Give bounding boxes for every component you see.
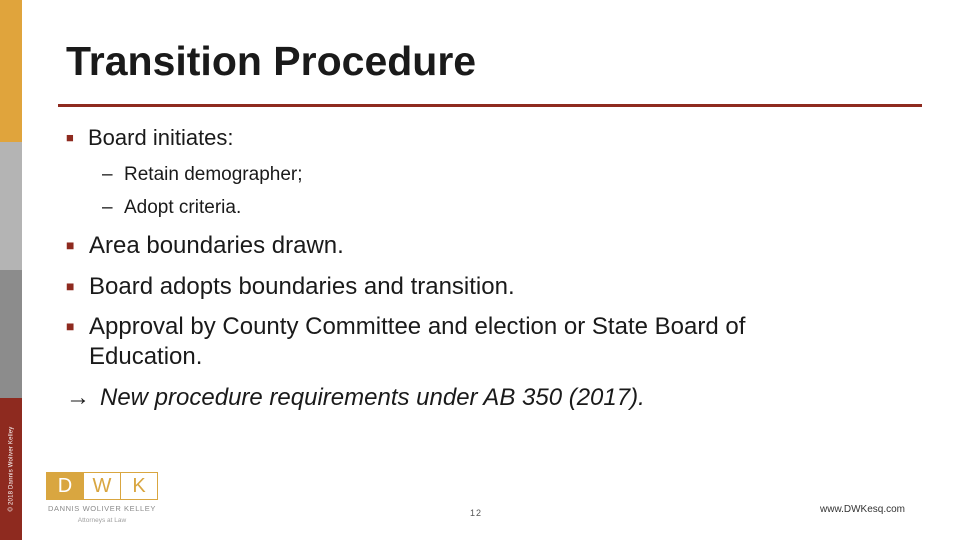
accent-strip-gold xyxy=(0,0,22,142)
bullet-text: Board initiates: xyxy=(88,125,234,150)
bullet-text: Area boundaries drawn. xyxy=(89,232,344,259)
sub-bullet-text: Adopt criteria. xyxy=(124,197,242,218)
square-bullet-icon: ■ xyxy=(66,130,74,145)
page-number: 12 xyxy=(470,508,483,518)
logo-letter-w: W xyxy=(84,473,121,499)
sub-bullet-text: Retain demographer; xyxy=(124,164,303,185)
logo-letter-d: D xyxy=(47,473,84,499)
bullet-text: Board adopts boundaries and transition. xyxy=(89,273,515,300)
dash-icon: – xyxy=(102,164,113,185)
logo-letter-k: K xyxy=(132,474,146,497)
bullet-area-boundaries xyxy=(66,232,344,260)
sub-bullet-retain-demographer xyxy=(102,164,303,186)
logo-tagline: Attorneys at Law xyxy=(77,517,127,524)
note-text: New procedure requirements under AB 350 (2017). xyxy=(100,384,645,411)
sub-bullet-adopt-criteria xyxy=(102,197,241,219)
slide-title: Transition Procedure xyxy=(66,38,477,84)
bullet-approval xyxy=(66,313,745,341)
firm-logo xyxy=(46,472,158,524)
website-link[interactable]: www.DWKesq.com xyxy=(820,504,906,515)
bullet-text: Approval by County Committee and election or State Board of xyxy=(89,313,746,340)
dash-icon: – xyxy=(102,197,113,218)
copyright-container xyxy=(0,398,22,540)
logo-firm-name: DANNIS WOLIVER KELLEY xyxy=(47,504,157,513)
logo-letter-boxes xyxy=(46,472,158,500)
copyright-text: © 2018 Dannis Woliver Kelley xyxy=(8,426,15,512)
square-bullet-icon: ■ xyxy=(66,318,75,334)
accent-strip-light-gray xyxy=(0,142,22,270)
title-divider xyxy=(58,104,922,107)
square-bullet-icon: ■ xyxy=(66,237,75,253)
accent-strip-dark-gray xyxy=(0,270,22,398)
bullet-board-adopts xyxy=(66,273,515,301)
right-arrow-icon: → xyxy=(66,384,90,411)
square-bullet-icon: ■ xyxy=(66,278,75,294)
procedure-note xyxy=(66,384,645,412)
bullet-board-initiates xyxy=(66,125,234,151)
bullet-approval-continuation: Education. xyxy=(89,343,203,370)
